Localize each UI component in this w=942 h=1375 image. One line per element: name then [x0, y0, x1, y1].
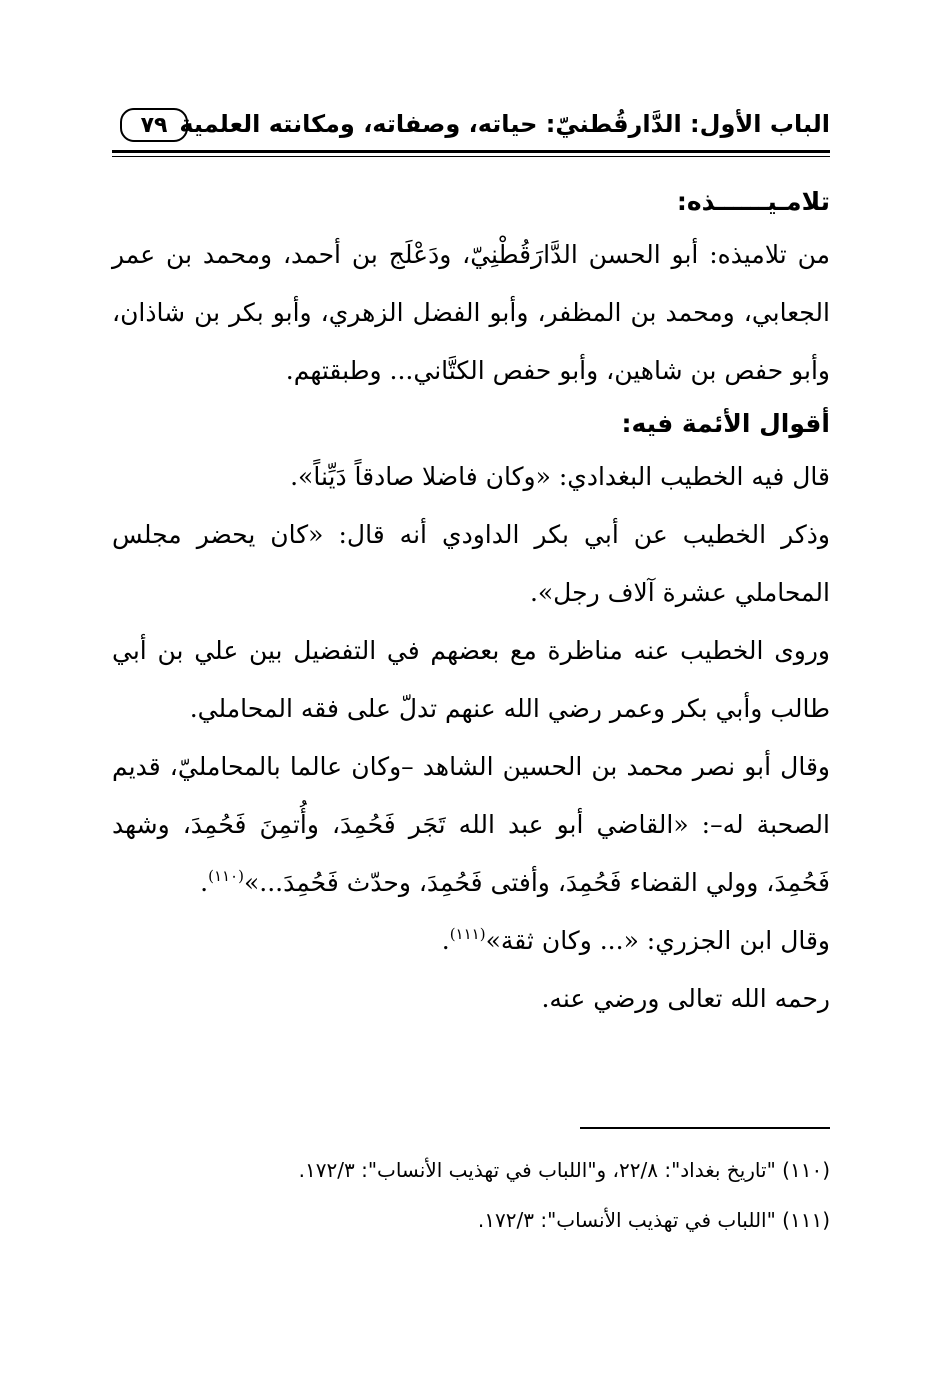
quote-abu-nasr-end: .: [200, 868, 209, 897]
footnotes: [112, 1145, 830, 1245]
imams-heading: أقوال الأئمة فيه:: [621, 409, 830, 438]
footnote-110: (١١٠) "تاريخ بغداد": ٢٢/٨، و"اللباب في تهذيب الأنساب": ١٧٢/٣.: [298, 1158, 830, 1182]
students-heading: تلامـيــــــذه:: [676, 187, 830, 216]
quote-dawudi: وذكر الخطيب عن أبي بكر الداودي أنه قال: «كان يحضر مجلس المحاملي عشرة آلاف رجل».: [112, 520, 830, 607]
quote-ibn-jazari: [112, 912, 830, 970]
quote-ibn-jazari-end: .: [441, 926, 450, 955]
quote-abu-nasr: [112, 738, 830, 912]
page-number-badge: ٧٩: [120, 108, 188, 142]
closing-prayer: رحمه الله تعالى ورضي عنه.: [541, 984, 830, 1013]
students-paragraph: من تلاميذه: أبو الحسن الدَّارَقُطْنِيّ، ودَعْلَج بن أحمد، ومحمد بن عمر الجعابي، ومحمد بن المظفر، وأبو الفضل الزهري، وأبو بكر بن شاذان، وأبو حفص بن شاهين، وأبو حفص الكتَّاني... وطبقتهم.: [112, 240, 830, 385]
footnote-ref-111[interactable]: (١١١): [449, 925, 486, 943]
quote-munazara: وروى الخطيب عنه مناظرة مع بعضهم في التفضيل بين علي بن أبي طالب وأبي بكر وعمر رضي الله عنهم تدلّ على فقه المحاملي.: [112, 636, 830, 723]
page-body: [112, 178, 830, 1028]
footnote-ref-110[interactable]: (١١٠): [208, 867, 244, 885]
quote-ibn-jazari-text: وقال ابن الجزري: «... وكان ثقة»: [485, 926, 830, 955]
header-rule: [112, 150, 830, 153]
running-header-title: الباب الأول: الدَّارقُطنيّ: حياته، وصفاته، ومكانته العلمية: [179, 110, 830, 138]
quote-khatib: قال فيه الخطيب البغدادي: «وكان فاضلا صادقاً دَيِّناً».: [290, 462, 830, 491]
quote-abu-nasr-text: وقال أبو نصر محمد بن الحسين الشاهد –وكان عالما بالمحامليّ، قديم الصحبة له–: «القاضي أبو عبد الله تَجَر فَحُمِدَ، وأُتمِنَ فَحُمِدَ، وشهد فَحُمِدَ، وولي القضاء فَحُمِدَ، وأفتى فَحُمِدَ، وحدّث فَحُمِدَ...»: [112, 752, 830, 897]
header-rule-thin: [112, 156, 830, 157]
footnote-111: (١١١) "اللباب في تهذيب الأنساب": ١٧٢/٣.: [477, 1208, 830, 1232]
footnote-separator: [580, 1127, 830, 1129]
